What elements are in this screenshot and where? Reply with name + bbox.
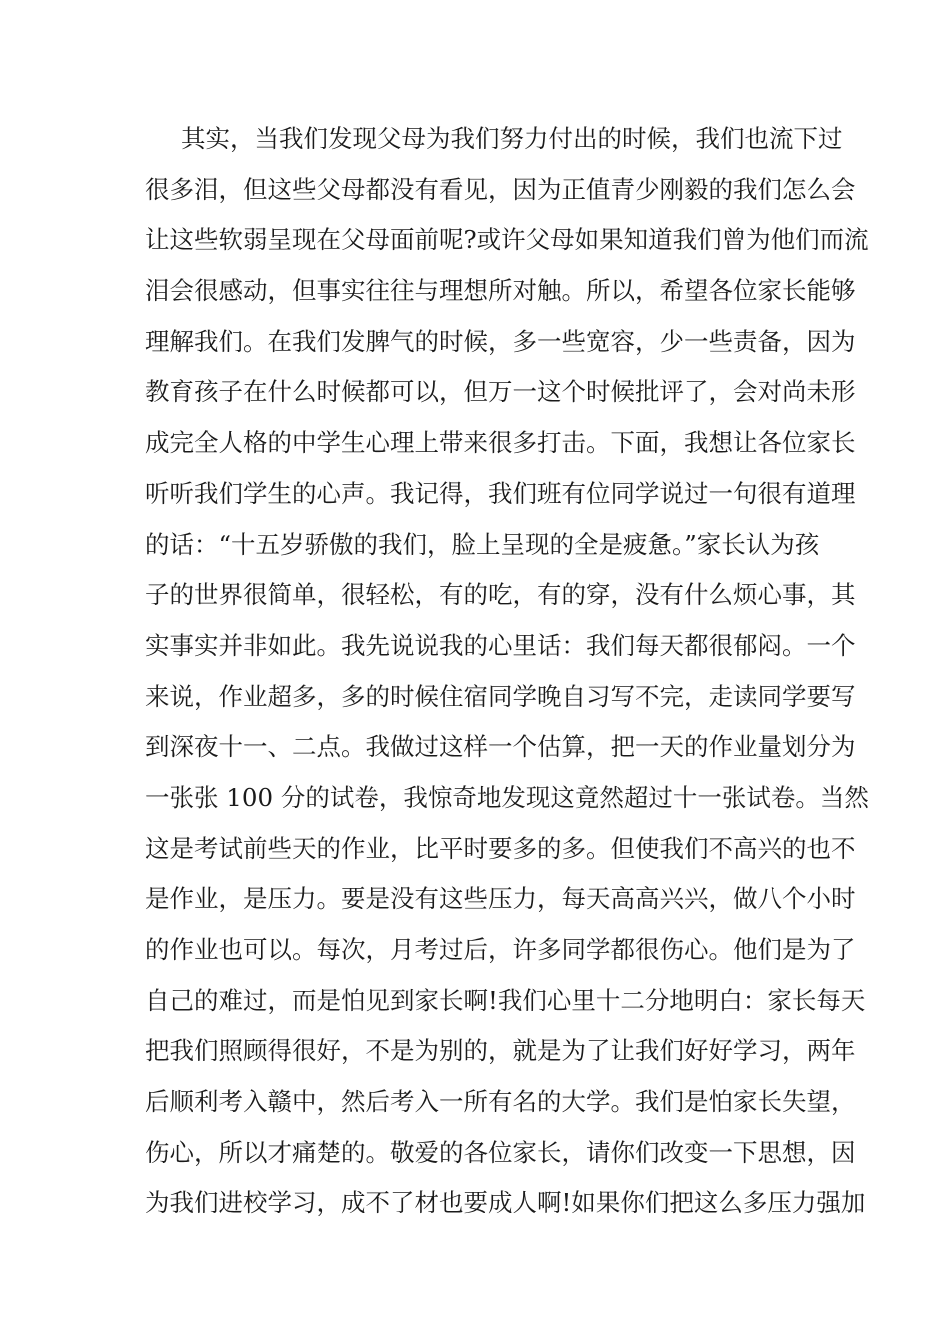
text-line: 成完全人格的中学生心理上带来很多打击。下面，我想让各位家长 bbox=[145, 428, 856, 458]
text-line: 子的世界很简单，很轻松，有的吃，有的穿，没有什么烦心事，其 bbox=[145, 580, 856, 610]
text-line: 听听我们学生的心声。我记得，我们班有位同学说过一句很有道理 bbox=[145, 478, 856, 508]
text-line: 后顺利考入赣中，然后考入一所有名的大学。我们是怕家长失望， bbox=[145, 1087, 856, 1117]
text-line: 泪会很感动，但事实往往与理想所对触。所以，希望各位家长能够 bbox=[145, 276, 856, 306]
text-line: 的作业也可以。每次，月考过后，许多同学都很伤心。他们是为了 bbox=[145, 935, 856, 964]
text-line: 来说，作业超多，多的时候住宿同学晚自习写不完，走读同学要写 bbox=[145, 681, 856, 711]
text-line: 是作业，是压力。要是没有这些压力，每天高高兴兴，做八个小时 bbox=[145, 884, 856, 914]
text-line: 伤心，所以才痛楚的。敬爱的各位家长，请你们改变一下思想，因 bbox=[145, 1137, 856, 1167]
body-paragraph bbox=[145, 114, 869, 1229]
text-line: 把我们照顾得很好，不是为别的，就是为了让我们好好学习，两年 bbox=[145, 1036, 856, 1066]
text-line: 教育孩子在什么时候都可以，但万一这个时候批评了，会对尚未形 bbox=[145, 377, 856, 407]
text-line: 让这些软弱呈现在父母面前呢?或许父母如果知道我们曾为他们而流 bbox=[145, 225, 869, 255]
text-line: 到深夜十一、二点。我做过这样一个估算，把一天的作业量划分为 bbox=[145, 732, 856, 762]
text-line: 很多泪，但这些父母都没有看见，因为正值青少刚毅的我们怎么会 bbox=[145, 174, 856, 204]
text-line: 自己的难过，而是怕见到家长啊!我们心里十二分地明白：家长每天 bbox=[145, 985, 866, 1015]
text-line: 为我们进校学习，成不了材也要成人啊!如果你们把这么多压力强加 bbox=[145, 1188, 866, 1218]
text-line: 理解我们。在我们发脾气的时候，多一些宽容，少一些责备，因为 bbox=[145, 326, 856, 356]
text-line: 这是考试前些天的作业，比平时要多的多。但使我们不高兴的也不 bbox=[145, 833, 856, 863]
text-line: 实事实并非如此。我先说说我的心里话：我们每天都很郁闷。一个 bbox=[145, 630, 856, 660]
text-line: 一张张 100 分的试卷，我惊奇地发现这竟然超过十一张试卷。当然 bbox=[145, 782, 869, 812]
text-line: 的话：“十五岁骄傲的我们，脸上呈现的全是疲惫。”家长认为孩 bbox=[145, 529, 820, 559]
text-line: 其实，当我们发现父母为我们努力付出的时候，我们也流下过 bbox=[181, 124, 843, 153]
